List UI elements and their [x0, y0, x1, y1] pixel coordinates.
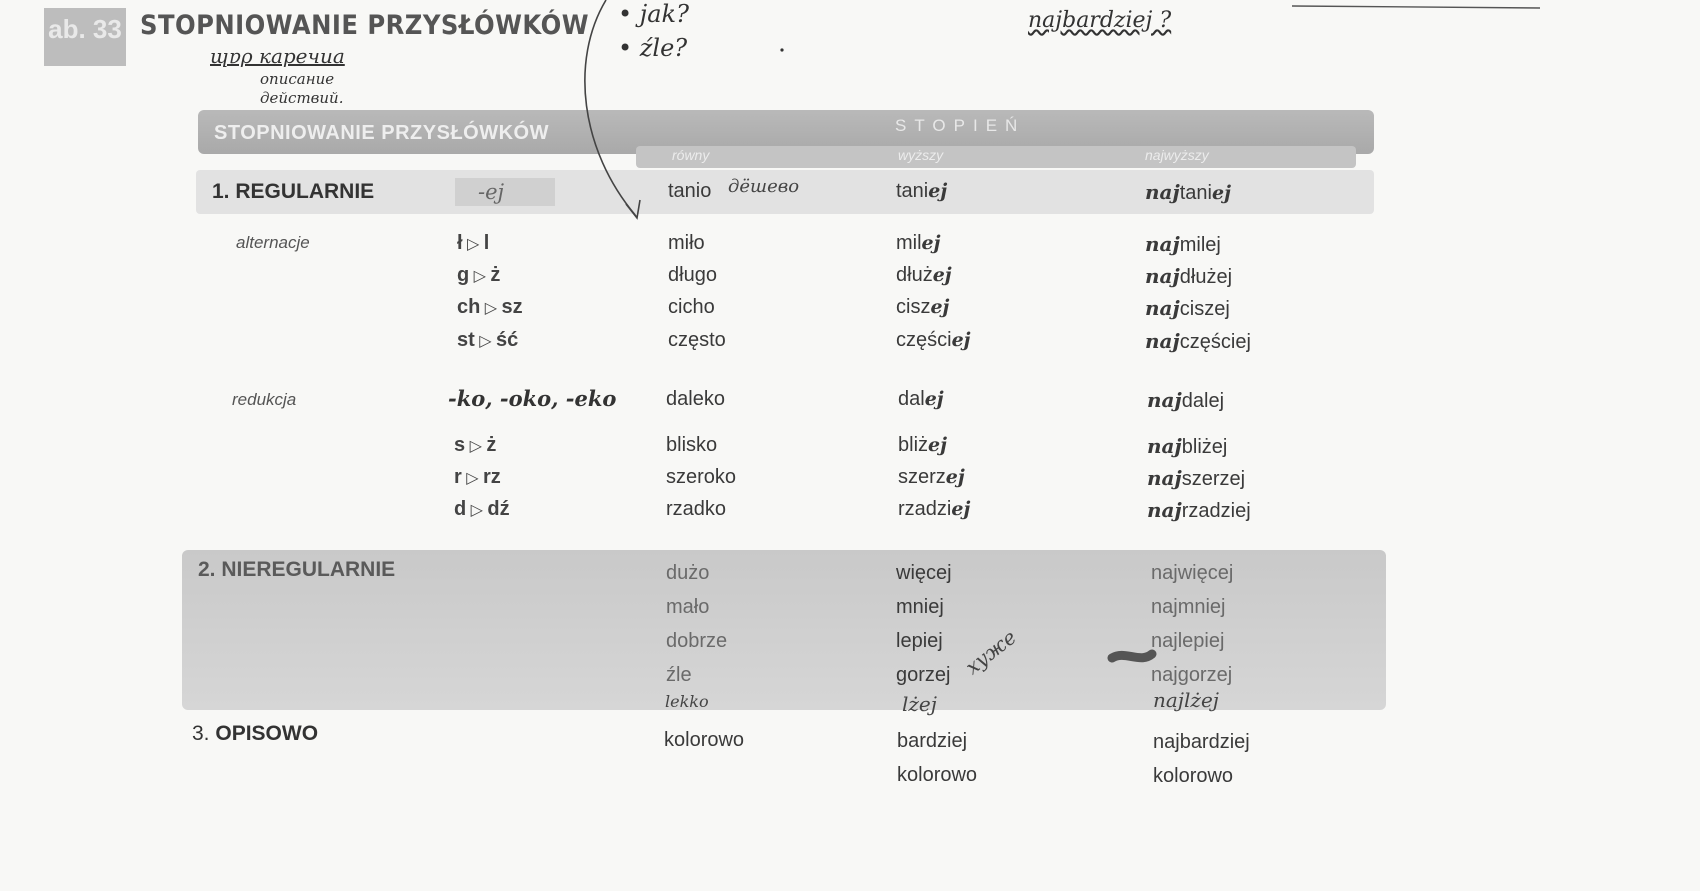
irregular-superlative: najgorzej: [1151, 664, 1233, 686]
alt-from: r: [454, 466, 462, 488]
irregular-superlative: najwięcej: [1151, 562, 1234, 584]
alt-from: ch: [457, 296, 481, 318]
comp-stem: dal: [898, 388, 925, 410]
irregular-comparative: więcej: [896, 562, 952, 584]
comp-stem: tani: [896, 180, 929, 202]
descriptive-sup1: najbardziej: [1153, 731, 1250, 753]
arrow-icon: ▷: [480, 300, 502, 317]
alternacje-base: długo: [668, 264, 717, 286]
redukcja-base: blisko: [666, 434, 718, 456]
alt-to: dź: [487, 498, 510, 520]
handwritten-arrow: [585, 0, 636, 216]
handwritten-question-2: • źle?: [618, 34, 688, 62]
table-title: STOPNIOWANIE PRZYSŁÓWKÓW: [214, 122, 549, 144]
comp-stem: bliż: [898, 434, 929, 456]
handwritten-lzej: lżej: [902, 692, 937, 716]
redukcja-base: rzadko: [666, 498, 727, 520]
redukcja-base: daleko: [666, 388, 725, 410]
sup-prefix: naj: [1145, 296, 1180, 320]
comp-suffix: ej: [945, 466, 965, 488]
comp-stem: szerz: [898, 466, 946, 488]
alt-from: ł: [457, 232, 463, 254]
arrow-icon: ▷: [469, 268, 491, 285]
redukcja-endings: -ko, -oko, -eko: [448, 386, 617, 411]
alt-from: g: [457, 264, 470, 286]
sup-rest: dalej: [1181, 390, 1225, 412]
comp-suffix: ej: [928, 180, 948, 202]
sup-rest: szerzej: [1181, 468, 1246, 490]
alt-from: d: [454, 498, 467, 520]
sup-prefix: naj: [1145, 232, 1180, 256]
alt-to: rz: [483, 466, 501, 488]
pen-dot: [780, 48, 783, 51]
page-tag-text: ab. 33: [48, 14, 122, 44]
arrow-head: [626, 200, 640, 218]
comp-suffix: ej: [921, 232, 941, 254]
sup-prefix: naj: [1147, 498, 1182, 522]
col-najwyzszy: najwyższy: [1145, 147, 1209, 163]
irregular-comparative: mniej: [896, 596, 944, 618]
irregular-base: dużo: [666, 562, 710, 584]
irregular-base: źle: [666, 664, 692, 686]
handwritten-tanio-translation: дёшево: [728, 176, 800, 197]
comp-suffix: ej: [928, 434, 947, 456]
alternacje-base: często: [668, 329, 726, 351]
comp-suffix: ej: [932, 264, 952, 286]
alternacje-base: cicho: [668, 296, 715, 318]
descriptive-comp2: kolorowo: [897, 764, 978, 786]
handwritten-note: ɰɐρ каречиа: [210, 44, 345, 68]
regular-heading: 1. REGULARNIE: [212, 180, 375, 203]
irregular-superlative: najlepiej: [1151, 630, 1225, 652]
sup-rest: ciszej: [1179, 298, 1230, 320]
descriptive-num: 3.: [192, 722, 210, 745]
alt-to: ż: [490, 264, 501, 286]
irregular-base: mało: [666, 596, 710, 618]
descriptive-title: OPISOWO: [215, 722, 319, 745]
sup-rest: milej: [1179, 234, 1221, 256]
sup-rest: bliżej: [1181, 436, 1228, 458]
degree-header: STOPIEŃ: [895, 116, 1026, 135]
alt-from: s: [454, 434, 466, 456]
sup-prefix: naj: [1147, 434, 1182, 458]
handwritten-note-line1: описание: [260, 70, 335, 88]
sup-prefix: naj: [1145, 180, 1180, 204]
arrow-icon: ▷: [461, 470, 483, 487]
arrow-icon: ▷: [474, 333, 496, 350]
ink-blot: [1112, 654, 1152, 658]
sup-prefix: naj: [1147, 388, 1182, 412]
irregular-base: dobrze: [666, 630, 728, 652]
sup-prefix: naj: [1145, 329, 1180, 353]
sup-rest: rzadziej: [1181, 500, 1251, 522]
col-rowny: równy: [672, 147, 710, 163]
regular-suffix: -ej: [478, 180, 505, 204]
handwritten-najbardziej: najbardziej ?: [1028, 8, 1172, 33]
redukcja-label: redukcja: [232, 390, 297, 409]
sup-prefix: naj: [1145, 264, 1180, 288]
sup-stem: tani: [1179, 182, 1212, 204]
col-wyzszy: wyższy: [898, 147, 944, 163]
alt-to: ż: [486, 434, 497, 456]
alt-to: ść: [496, 329, 519, 351]
handwritten-gorzej-translation: хуже: [960, 624, 1021, 680]
comp-suffix: ej: [924, 388, 944, 410]
sup-rest: dłużej: [1179, 266, 1233, 288]
pen-line: [1292, 6, 1540, 8]
irregular-comparative: gorzej: [896, 664, 951, 686]
comp-suffix: ej: [951, 498, 971, 520]
arrow-icon: ▷: [466, 502, 488, 519]
irregular-heading: 2. NIEREGULARNIE: [198, 558, 396, 581]
arrow-icon: ▷: [465, 438, 487, 455]
page-title: STOPNIOWANIE PRZYSŁÓWKÓW: [140, 10, 589, 41]
alternacje-label: alternacje: [236, 233, 310, 252]
descriptive-sup2: kolorowo: [1153, 765, 1234, 787]
handwritten-question-1: • jak?: [618, 0, 689, 28]
comp-stem: dłuż: [896, 264, 933, 286]
redukcja-base: szeroko: [666, 466, 737, 488]
handwritten-lekko: lekko: [665, 692, 709, 711]
irregular-superlative: najmniej: [1151, 596, 1226, 618]
irregular-comparative: lepiej: [896, 630, 943, 652]
sup-suffix: ej: [1212, 182, 1231, 204]
comp-stem: części: [896, 329, 952, 351]
arrow-icon: ▷: [462, 236, 484, 253]
descriptive-comp1: bardziej: [897, 730, 968, 752]
comp-stem: mil: [896, 232, 922, 254]
comp-stem: cisz: [896, 296, 931, 318]
comp-suffix: ej: [930, 296, 950, 318]
sup-rest: częściej: [1179, 331, 1251, 353]
alt-from: st: [457, 329, 475, 351]
handwritten-note-line2: действий.: [260, 89, 344, 107]
alt-to: sz: [501, 296, 523, 318]
handwritten-najlzej: najlżej: [1153, 688, 1219, 712]
alt-to: l: [483, 232, 490, 254]
alternacje-base: miło: [668, 232, 705, 254]
descriptive-base: kolorowo: [664, 729, 745, 751]
regular-base: tanio: [668, 180, 712, 202]
sup-prefix: naj: [1147, 466, 1182, 490]
comp-suffix: ej: [951, 329, 971, 351]
comp-stem: rzadzi: [898, 498, 952, 520]
